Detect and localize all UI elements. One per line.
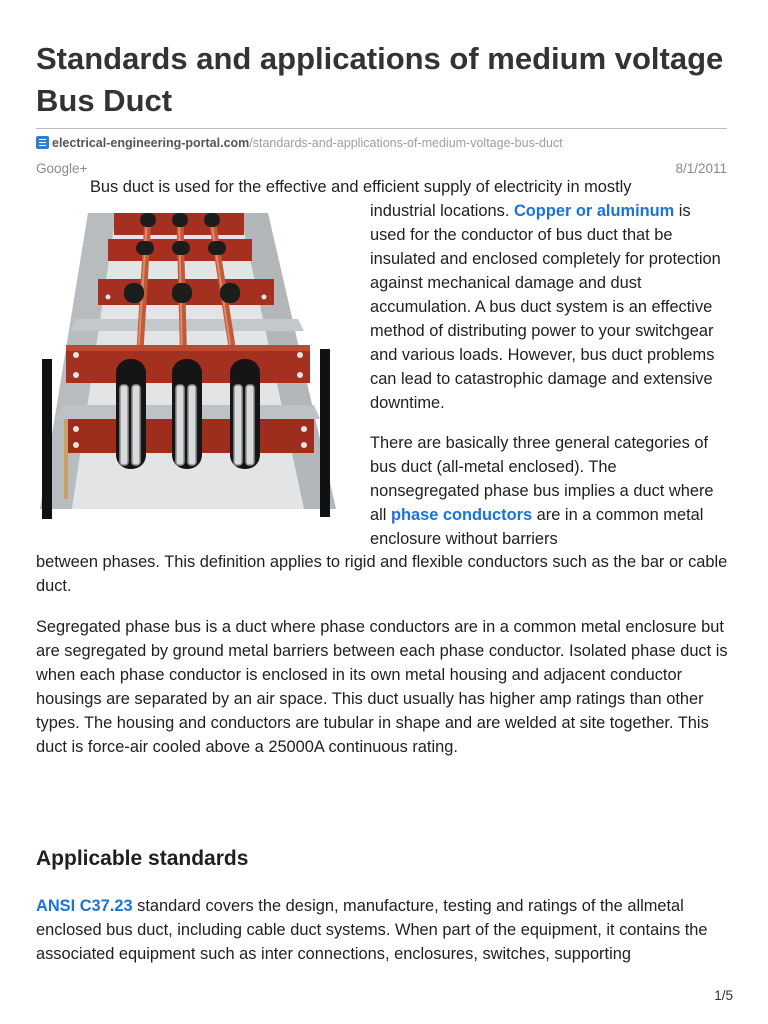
source-domain[interactable]: electrical-engineering-portal.com (52, 136, 250, 150)
source-line[interactable] (36, 135, 563, 151)
intro-p1-after: is used for the conductor of bus duct that be insulated and enclosed completely for protection against mechanical damage and dust accumulation. A bus duct system is an effective method of distributing power to your switchgear and various loads. However, bus duct problems can lead to catastrophic damage and extensive downtime. (370, 202, 721, 412)
share-label[interactable]: Google+ (36, 161, 88, 176)
article-title: Standards and applications of medium voltage Bus Duct (36, 41, 724, 118)
intro-paragraph-1 (370, 199, 730, 415)
ansi-c37-23-link[interactable]: ANSI C37.23 (36, 897, 133, 915)
standards-paragraph (36, 894, 730, 966)
intro-p2-after: are in a common metal enclosure without barriers (370, 506, 704, 548)
intro-first-line: Bus duct is used for the effective and efficient supply of electricity in mostly (90, 178, 632, 196)
intro-p2-before: There are basically three general categories of bus duct (all-metal enclosed). The nonsegregated phase bus implies a duct where all (370, 434, 714, 524)
intro-p2-continued: between phases. This definition applies to rigid and flexible conductors such as the bar or cable duct. (36, 553, 728, 595)
standards-heading: Applicable standards (36, 847, 249, 870)
copper-aluminum-link[interactable]: Copper or aluminum (513, 202, 675, 220)
standards-text: standard covers the design, manufacture, testing and ratings of the allmetal enclosed bus duct, including cable duct systems. When part of the equipment, it contains the associated equipment such as inter connections, enclosures, switches, supporting (36, 897, 708, 963)
bus-duct-image (36, 209, 344, 521)
intro-paragraph-2-continued (36, 550, 730, 598)
article-date: 8/1/2011 (675, 161, 727, 176)
title-divider (36, 128, 727, 129)
source-path[interactable]: /standards-and-applications-of-medium-voltage-bus-duct (249, 136, 563, 150)
page-counter: 1/5 (714, 988, 733, 1003)
intro-p1-before: industrial locations. (370, 202, 514, 220)
segregated-paragraph (36, 615, 730, 759)
document-icon (36, 136, 49, 149)
phase-conductors-link[interactable]: phase conductors (390, 506, 533, 524)
segregated-text: Segregated phase bus is a duct where phase conductors are in a common metal enclosure but are segregated by ground metal barriers between each phase conductor. Isolated phase duct is when each phase conductor is enclosed in its own metal housing and adjacent conductor housings are separated by an air space. This duct usually has higher amp ratings than other types. The housing and conductors are tubular in shape and are welded at site together. This duct is force-air cooled above a 25000A continuous rating. (36, 618, 728, 756)
intro-paragraph-2 (370, 431, 730, 551)
